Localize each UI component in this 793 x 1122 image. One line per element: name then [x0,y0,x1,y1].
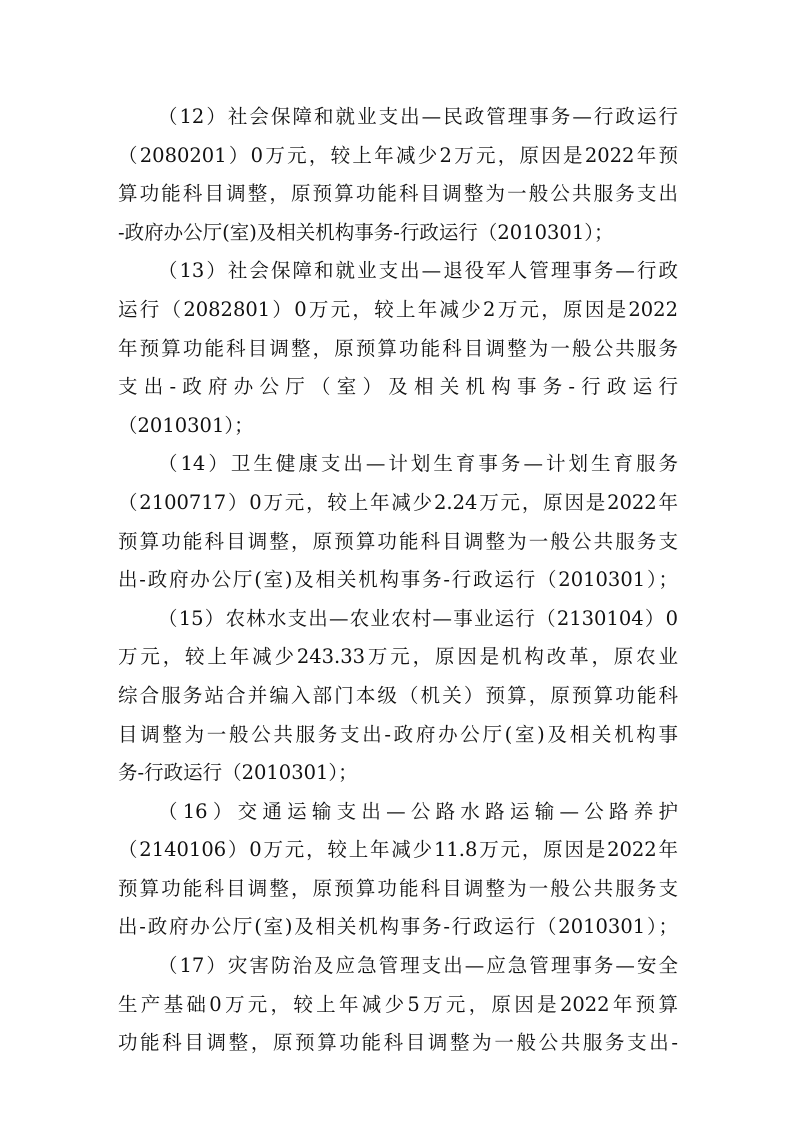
text-line: （14）卫生健康支出—计划生育事务—计划生育服务 [158,452,678,476]
text-line: （2080201）0万元，较上年减少2万元，原因是2022年预 [118,143,678,167]
text-line: -政府办公厅(室)及相关机构事务-行政运行（2010301）； [118,220,614,244]
text-line: （2140106）0万元，较上年减少11.8万元，原因是2022年 [118,838,678,862]
text-line: 预算功能科目调整，原预算功能科目调整为一般公共服务支 [118,529,678,553]
text-line: （2100717）0万元，较上年减少2.24万元，原因是2022年 [118,490,678,514]
text-line: 运行（2082801）0万元，较上年减少2万元，原因是2022 [118,297,678,321]
text-line: 综合服务站合并编入部门本级（机关）预算，原预算功能科 [118,683,678,707]
text-line: 万元，较上年减少243.33万元，原因是机构改革，原农业 [118,645,678,669]
text-line: 年预算功能科目调整，原预算功能科目调整为一般公共服务 [118,336,678,360]
text-line: 出-政府办公厅(室)及相关机构事务-行政运行（2010301）； [118,568,678,592]
text-line: 支出-政府办公厅（室）及相关机构事务-行政运行 [118,375,678,399]
text-line: 预算功能科目调整，原预算功能科目调整为一般公共服务支 [118,876,678,900]
text-line: 目调整为一般公共服务支出-政府办公厅(室)及相关机构事 [118,722,678,746]
text-line: （13）社会保障和就业支出—退役军人管理事务—行政 [158,259,678,283]
text-line: （12）社会保障和就业支出—民政管理事务—行政运行 [158,105,678,128]
text-line: （16）交通运输支出—公路水路运输—公路养护 [158,799,678,823]
text-line: 功能科目调整，原预算功能科目调整为一般公共服务支出- [118,1031,678,1055]
text-line: 算功能科目调整，原预算功能科目调整为一般公共服务支出 [118,182,678,206]
text-line: （17）灾害防治及应急管理支出—应急管理事务—安全 [158,954,678,978]
text-line: 务-行政运行（2010301）； [118,761,358,785]
text-line: 生产基础0万元，较上年减少5万元，原因是2022年预算 [118,992,678,1016]
text-line: 出-政府办公厅(室)及相关机构事务-行政运行（2010301）； [118,915,678,939]
document-body [118,98,678,1063]
text-line: （15）农林水支出—农业农村—事业运行（2130104）0 [158,606,678,630]
text-line: （2010301）； [118,413,254,437]
